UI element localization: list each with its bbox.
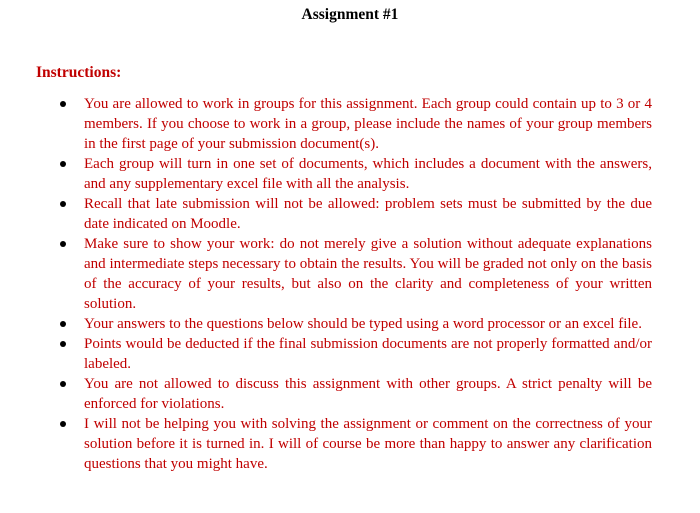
bullet-icon <box>60 421 66 427</box>
bullet-icon <box>60 201 66 207</box>
list-item-text: Recall that late submission will not be allowed: problem sets must be submitted by the due date indicated on Moodle. <box>84 196 652 232</box>
list-item <box>0 154 700 194</box>
bullet-icon <box>60 161 66 167</box>
bullet-icon <box>60 341 66 347</box>
list-item-text: Make sure to show your work: do not merely give a solution without adequate explanations and intermediate steps necessary to obtain the results. You will be graded not only on the basis of the accuracy of your results, but also on the clarity and completeness of your written solution. <box>84 236 652 312</box>
list-item-text: You are not allowed to discuss this assignment with other groups. A strict penalty will be enforced for violations. <box>84 376 652 412</box>
list-item-text: You are allowed to work in groups for this assignment. Each group could contain up to 3 or 4 members. If you choose to work in a group, please include the names of your group members in the first page of your submission document(s). <box>84 96 652 152</box>
bullet-icon <box>60 381 66 387</box>
list-item <box>0 334 700 374</box>
instructions-heading: Instructions: <box>36 64 122 81</box>
document-title: Assignment #1 <box>301 6 399 23</box>
list-item <box>0 234 700 314</box>
list-item <box>0 374 700 414</box>
bullet-icon <box>60 101 66 107</box>
instructions-list <box>0 94 700 474</box>
list-item-text: I will not be helping you with solving the assignment or comment on the correctness of your solution before it is turned in. I will of course be more than happy to answer any clarification questions that you might have. <box>84 416 652 472</box>
list-item <box>0 194 700 234</box>
list-item-text: Your answers to the questions below should be typed using a word processor or an excel file. <box>84 316 642 332</box>
bullet-icon <box>60 321 66 327</box>
list-item <box>0 314 700 334</box>
list-item <box>0 94 700 154</box>
bullet-icon <box>60 241 66 247</box>
list-item-text: Each group will turn in one set of documents, which includes a document with the answers, and any supplementary excel file with all the analysis. <box>84 156 652 192</box>
list-item-text: Points would be deducted if the final submission documents are not properly formatted and/or labeled. <box>84 336 652 372</box>
list-item <box>0 414 700 474</box>
